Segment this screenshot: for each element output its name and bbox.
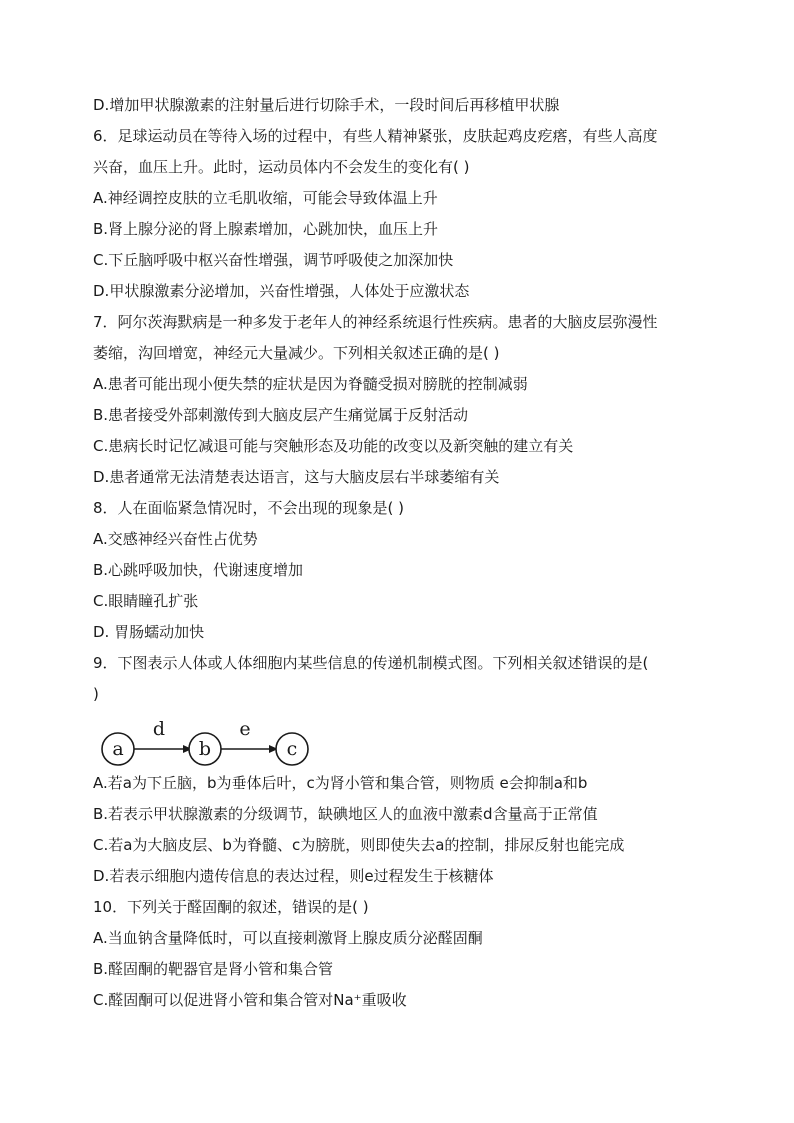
q9-stem-line-2: ) (93, 685, 99, 703)
q9-option-b: B.若表示甲状腺激素的分级调节，缺碘地区人的血液中激素d含量高于正常值 (93, 805, 598, 823)
q6-option-b: B.肾上腺分泌的肾上腺素增加，心跳加快，血压上升 (93, 220, 439, 238)
q6-option-d: D.甲状腺激素分泌增加，兴奋性增强，人体处于应激状态 (93, 282, 470, 300)
edge-label-d: d (152, 718, 166, 740)
q9-option-d: D.若表示细胞内遗传信息的表达过程，则e过程发生于核糖体 (93, 867, 494, 885)
question-10 (93, 892, 705, 1016)
q10-option-c: C.醛固酮可以促进肾小管和集合管对Na⁺重吸收 (93, 991, 407, 1009)
q7-option-c: C.患病长时记忆减退可能与突触形态及功能的改变以及新突触的建立有关 (93, 437, 574, 455)
q8-option-d: D. 胃肠蠕动加快 (93, 623, 205, 641)
question-7 (93, 307, 705, 493)
q8-option-b: B.心跳呼吸加快，代谢速度增加 (93, 561, 304, 579)
q9-stem-line-1: 9．下图表示人体或人体细胞内某些信息的传递机制模式图。下列相关叙述错误的是( (93, 654, 649, 672)
q6-option-a: A.神经调控皮肤的立毛肌收缩，可能会导致体温上升 (93, 189, 438, 207)
node-c-label: c (286, 738, 298, 760)
question-6 (93, 121, 705, 307)
signal-flow-diagram (93, 710, 705, 768)
q6-option-c: C.下丘脑呼吸中枢兴奋性增强，调节呼吸使之加深加快 (93, 251, 454, 269)
q9-option-c: C.若a为大脑皮层、b为脊髓、c为膀胱，则即使失去a的控制，排尿反射也能完成 (93, 836, 625, 854)
q7-option-d: D.患者通常无法清楚表达语言，这与大脑皮层右半球萎缩有关 (93, 468, 500, 486)
q10-option-b: B.醛固酮的靶器官是肾小管和集合管 (93, 960, 334, 978)
node-b-label: b (198, 738, 212, 760)
question-8 (93, 493, 705, 648)
q8-stem-line-1: 8．人在面临紧急情况时，不会出现的现象是( ) (93, 499, 405, 517)
edge-label-e: e (239, 718, 251, 740)
q7-option-b: B.患者接受外部刺激传到大脑皮层产生痛觉属于反射活动 (93, 406, 469, 424)
document-page (93, 90, 705, 1016)
q7-stem-line-1: 7．阿尔茨海默病是一种多发于老年人的神经系统退行性疾病。患者的大脑皮层弥漫性 (93, 313, 658, 331)
q8-option-a: A.交感神经兴奋性占优势 (93, 530, 258, 548)
q10-stem-line-1: 10．下列关于醛固酮的叙述，错误的是( ) (93, 898, 369, 916)
signal-flow-svg (97, 710, 317, 768)
node-a-label: a (112, 738, 124, 760)
q8-option-c: C.眼睛瞳孔扩张 (93, 592, 199, 610)
question-9 (93, 648, 705, 892)
q6-stem-line-2: 兴奋，血压上升。此时，运动员体内不会发生的变化有( ) (93, 158, 470, 176)
q7-option-a: A.患者可能出现小便失禁的症状是因为脊髓受损对膀胱的控制减弱 (93, 375, 528, 393)
q5-option-d: D.增加甲状腺激素的注射量后进行切除手术，一段时间后再移植甲状腺 (93, 96, 560, 114)
q9-option-a: A.若a为下丘脑，b为垂体后叶，c为肾小管和集合管，则物质 e会抑制a和b (93, 774, 588, 792)
q10-option-a: A.当血钠含量降低时，可以直接刺激肾上腺皮质分泌醛固酮 (93, 929, 483, 947)
q7-stem-line-2: 萎缩，沟回增宽，神经元大量减少。下列相关叙述正确的是( ) (93, 344, 500, 362)
q6-stem-line-1: 6．足球运动员在等待入场的过程中，有些人精神紧张，皮肤起鸡皮疙瘩，有些人高度 (93, 127, 658, 145)
